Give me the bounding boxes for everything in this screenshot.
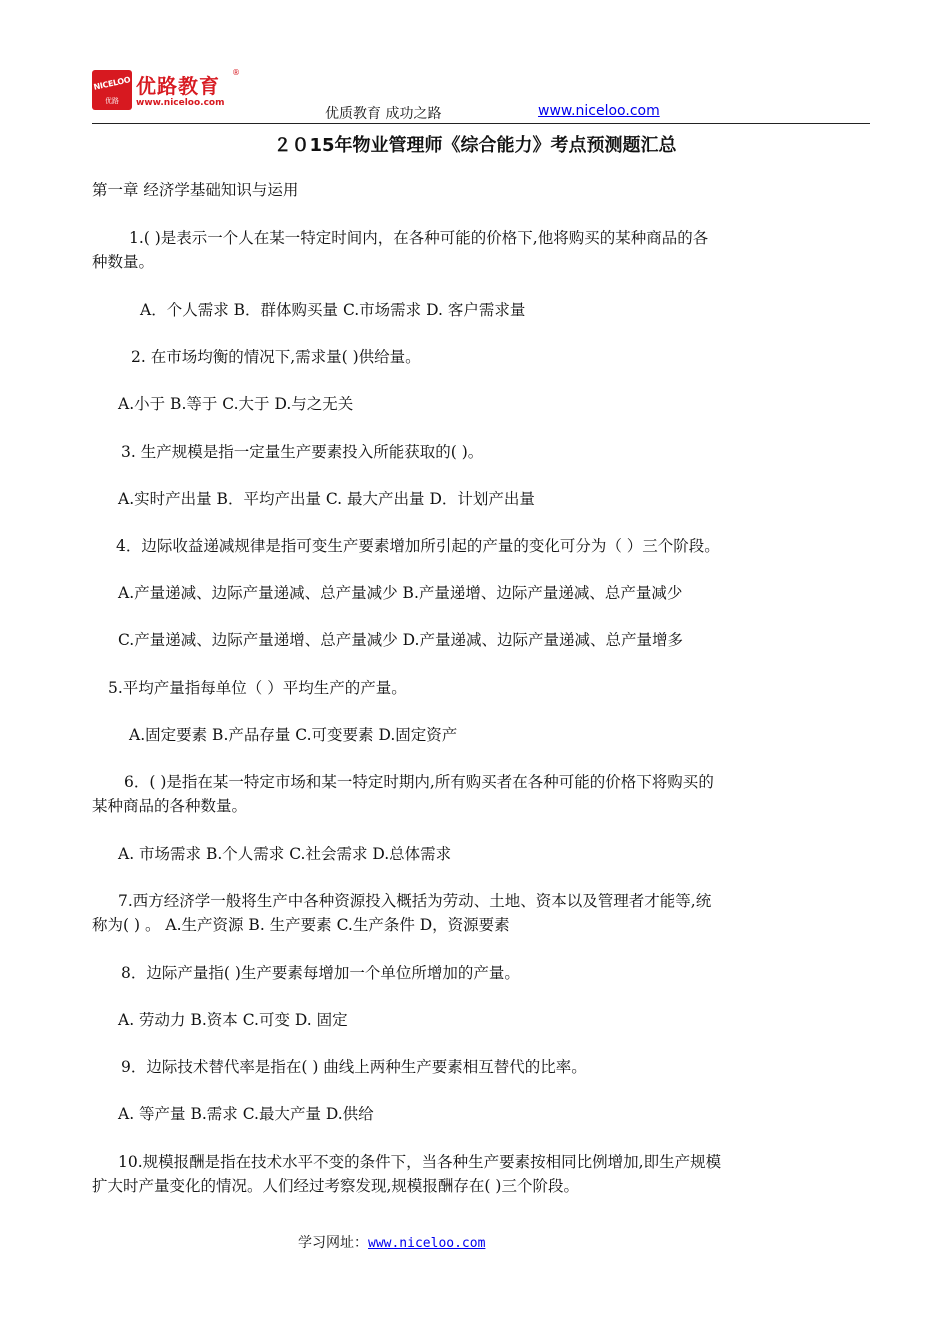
logo-name: 优路教育 bbox=[136, 74, 220, 98]
question-line: 5.平均产量指每单位（ ）平均生产的产量。 bbox=[108, 679, 407, 697]
niceloo-logo bbox=[92, 70, 242, 114]
question-line: 10.规模报酬是指在技术水平不变的条件下，当各种生产要素按相同比例增加,即生产规模 bbox=[118, 1153, 722, 1171]
question-line: 9．边际技术替代率是指在( ) 曲线上两种生产要素相互替代的比率。 bbox=[121, 1058, 587, 1076]
footer bbox=[298, 1232, 485, 1252]
options-line: A.小于 B.等于 C.大于 D.与之无关 bbox=[118, 395, 354, 413]
header-url-link[interactable]: www.niceloo.com bbox=[538, 103, 660, 119]
footer-label: 学习网址： bbox=[298, 1235, 368, 1251]
question-line: 种数量。 bbox=[92, 253, 155, 271]
question-line: 1.( )是表示一个人在某一特定时间内，在各种可能的价格下,他将购买的某种商品的各 bbox=[129, 229, 709, 247]
header-divider bbox=[92, 123, 870, 124]
question-line: 某种商品的各种数量。 bbox=[92, 797, 248, 815]
header-tagline: 优质教育 成功之路 bbox=[325, 106, 442, 122]
question-line: 4．边际收益递减规律是指可变生产要素增加所引起的产量的变化可分为（ ）三个阶段。 bbox=[116, 537, 720, 555]
logo-badge-brand: NICELOO bbox=[92, 75, 132, 92]
options-line: A. 市场需求 B.个人需求 C.社会需求 D.总体需求 bbox=[118, 845, 452, 863]
logo-badge-sub: 优路 bbox=[105, 97, 119, 105]
footer-url-link[interactable]: www.niceloo.com bbox=[368, 1236, 486, 1251]
logo-badge bbox=[92, 70, 132, 110]
question-line: 称为( ) 。 A.生产资源 B. 生产要素 C.生产条件 D，资源要素 bbox=[92, 916, 510, 934]
question-line: 3. 生产规模是指一定量生产要素投入所能获取的( )。 bbox=[121, 443, 484, 461]
options-line: A．个人需求 B．群体购买量 C.市场需求 D. 客户需求量 bbox=[140, 301, 526, 319]
options-line: A.固定要素 B.产品存量 C.可变要素 D.固定资产 bbox=[129, 726, 458, 744]
chapter-heading: 第一章 经济学基础知识与运用 bbox=[92, 181, 299, 199]
question-line: 扩大时产量变化的情况。人们经过考察发现,规模报酬存在( )三个阶段。 bbox=[92, 1177, 579, 1195]
question-line: 7.西方经济学一般将生产中各种资源投入概括为劳动、土地、资本以及管理者才能等,统 bbox=[118, 892, 712, 910]
options-line: A.实时产出量 B．平均产出量 C. 最大产出量 D．计划产出量 bbox=[118, 490, 535, 508]
options-line: A.产量递减、边际产量递减、总产量减少 B.产量递增、边际产量递减、总产量减少 bbox=[118, 584, 683, 602]
document-title: ２０15年物业管理师《综合能力》考点预测题汇总 bbox=[273, 135, 677, 156]
options-line: A. 劳动力 B.资本 C.可变 D. 固定 bbox=[118, 1011, 348, 1029]
registered-mark-icon: ® bbox=[232, 68, 240, 77]
question-line: 2. 在市场均衡的情况下,需求量( )供给量。 bbox=[131, 348, 421, 366]
question-line: 8．边际产量指( )生产要素每增加一个单位所增加的产量。 bbox=[121, 964, 520, 982]
options-line: C.产量递减、边际产量递增、总产量减少 D.产量递减、边际产量递减、总产量增多 bbox=[118, 631, 683, 649]
logo-url: www.niceloo.com bbox=[136, 98, 225, 108]
options-line: A. 等产量 B.需求 C.最大产量 D.供给 bbox=[118, 1105, 374, 1123]
question-line: 6．( )是指在某一特定市场和某一特定时期内,所有购买者在各种可能的价格下将购买的 bbox=[124, 773, 714, 791]
